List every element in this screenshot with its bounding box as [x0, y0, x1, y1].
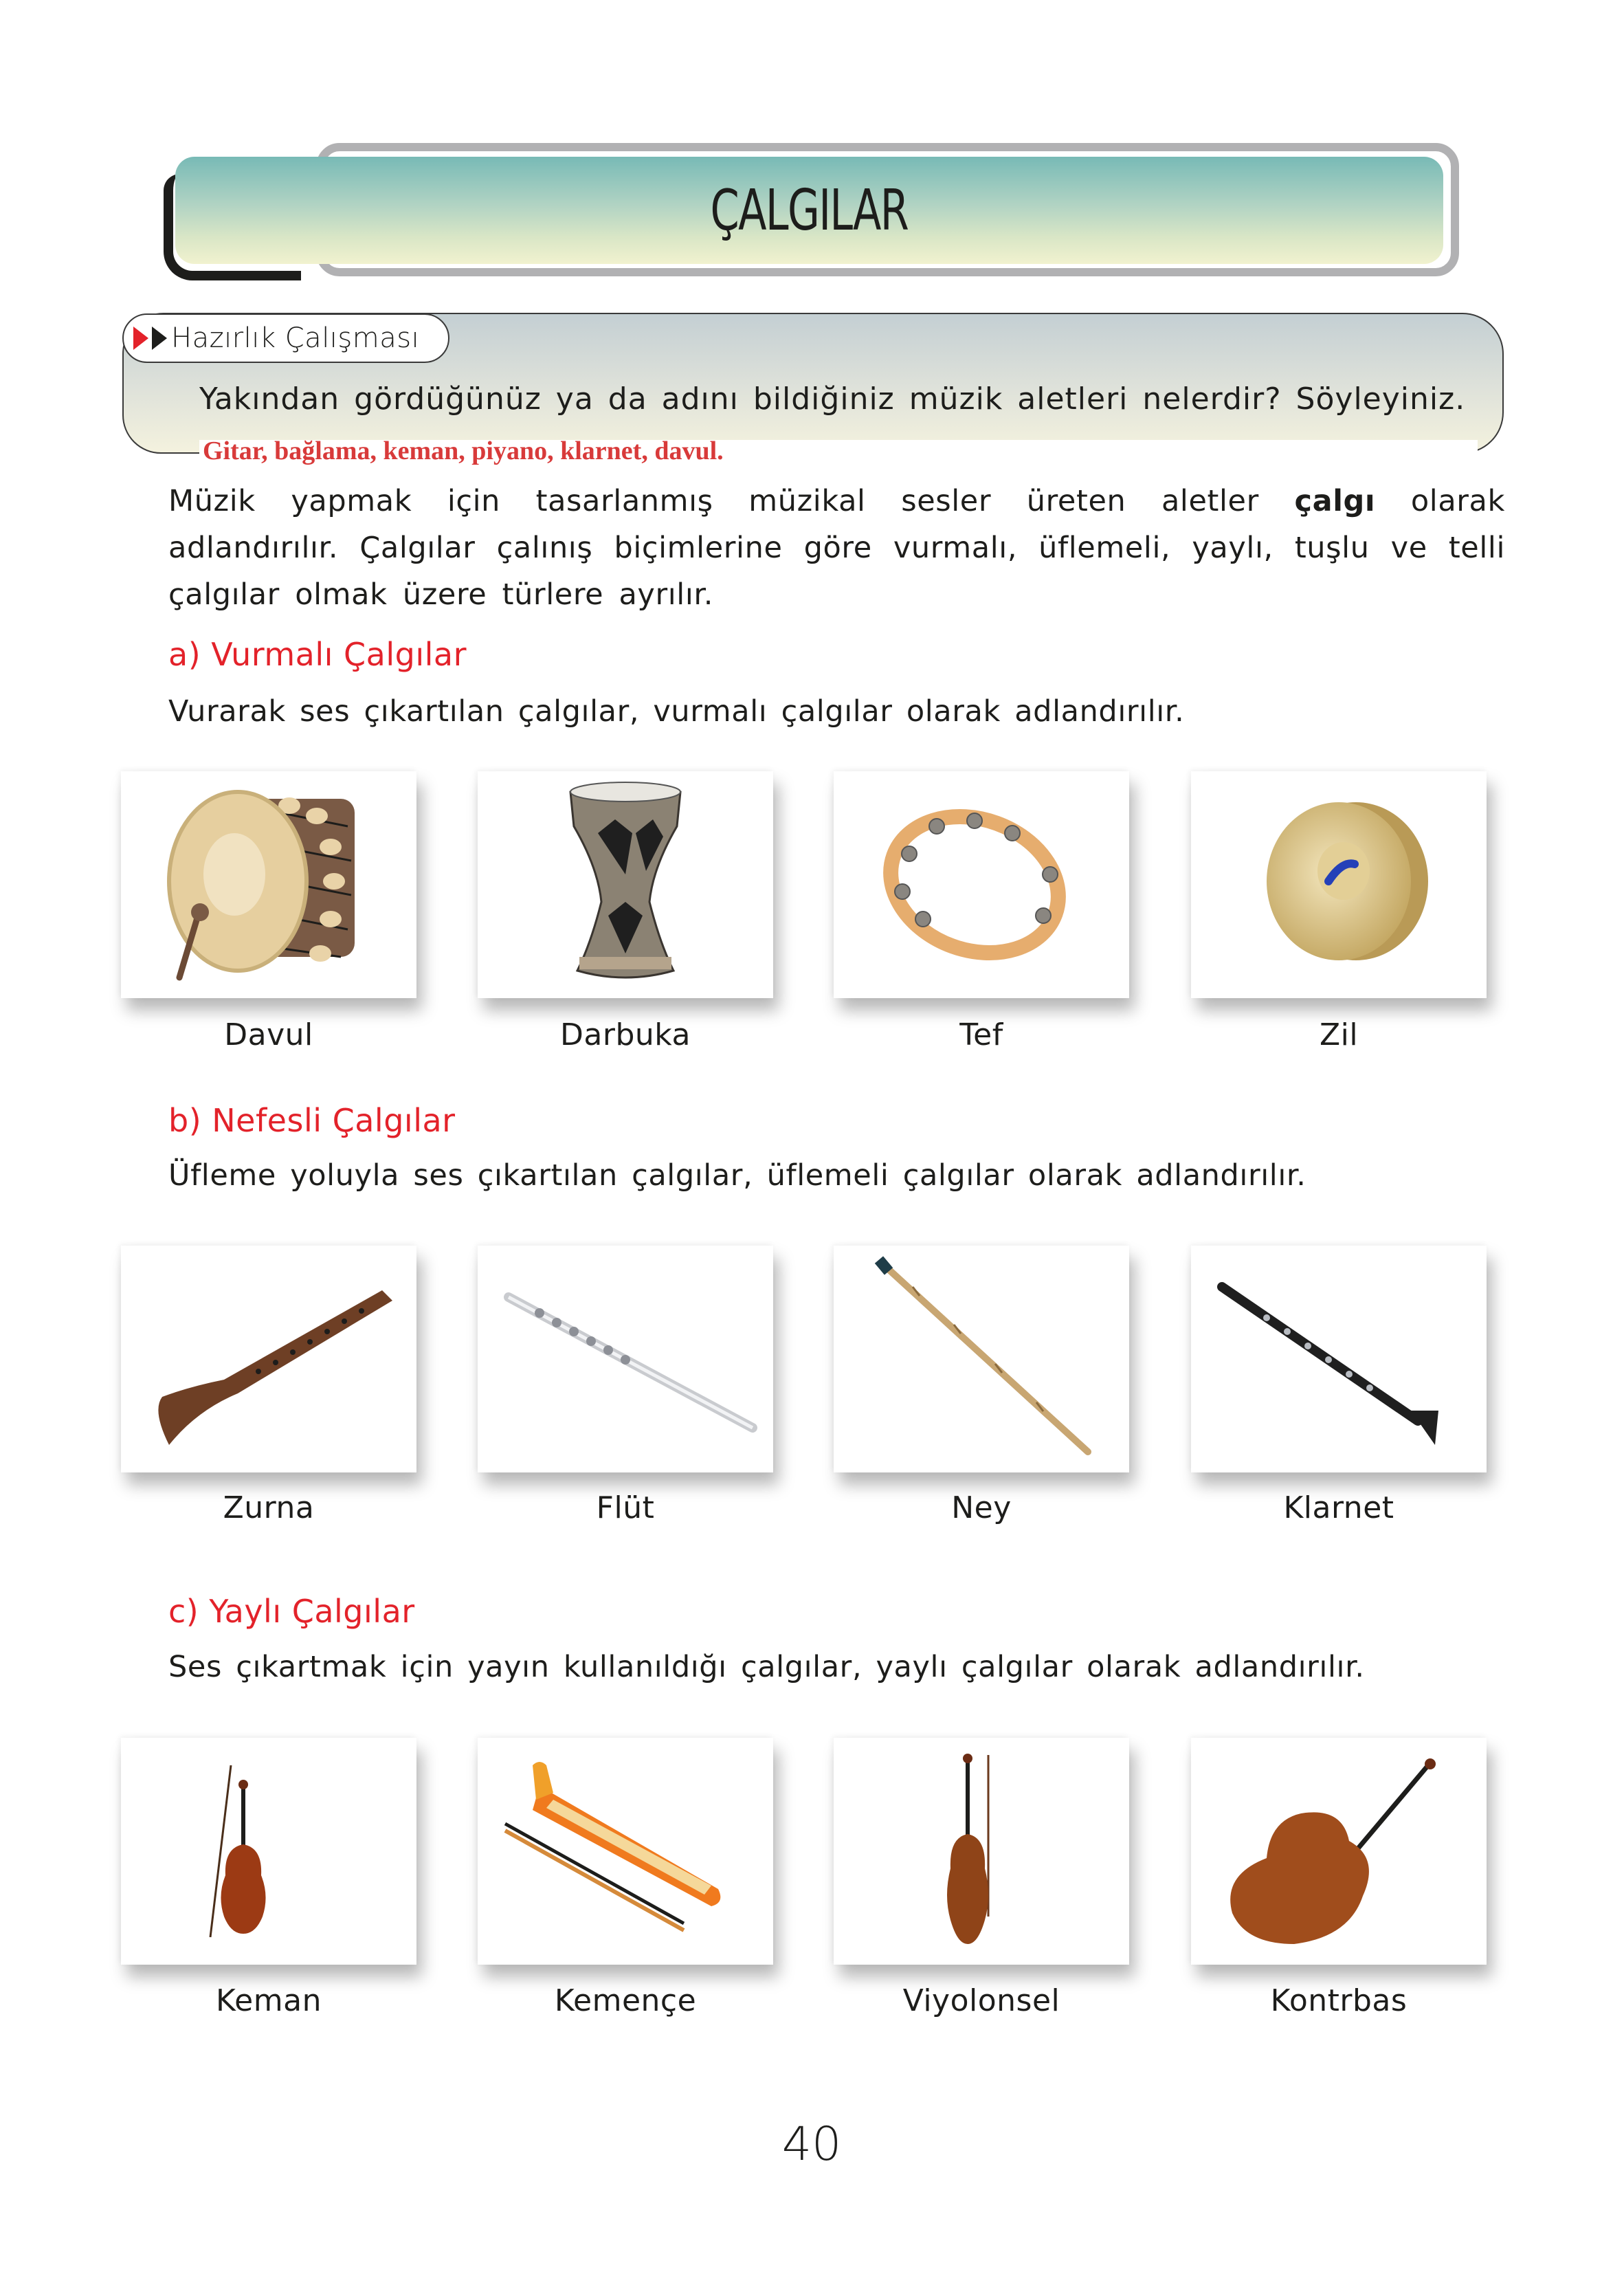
intro-paragraph [168, 478, 1505, 618]
zurna-image [121, 1246, 416, 1472]
caption-viyolonsel: Viyolonsel [902, 1983, 1060, 2018]
tambourine-image [834, 771, 1129, 998]
davul-drum-image [121, 771, 416, 998]
caption-kemence: Kemençe [554, 1983, 697, 2018]
page-number: 40 [781, 2117, 842, 2172]
card-keman [121, 1738, 416, 1965]
double-bass-image [1191, 1738, 1487, 1965]
darbuka-image [478, 771, 773, 998]
prep-question: Yakından gördüğünüz ya da adını bildiğiniz müzik aletleri nelerdir? Söyleyiniz. [199, 382, 1466, 417]
flute-image [478, 1246, 773, 1472]
caption-tef: Tef [959, 1017, 1003, 1052]
kemence-image [478, 1738, 773, 1965]
prep-answer: Gitar, bağlama, keman, piyano, klarnet, davul. [203, 437, 724, 465]
card-zurna [121, 1246, 416, 1472]
caption-flut: Flüt [596, 1490, 655, 1525]
card-davul [121, 771, 416, 998]
card-flut [478, 1246, 773, 1472]
section-desc-vurmali: Vurarak ses çıkartılan çalgılar, vurmalı çalgılar olarak adlandırılır. [168, 694, 1185, 729]
card-kontrbas [1191, 1738, 1487, 1965]
caption-darbuka: Darbuka [560, 1017, 691, 1052]
card-kemence [478, 1738, 773, 1965]
prep-label: Hazırlık Çalışması [171, 322, 420, 354]
caption-zil: Zil [1319, 1017, 1359, 1052]
red-arrow-icon [133, 327, 148, 350]
cymbals-image [1191, 771, 1487, 998]
page-title: ÇALGILAR [710, 177, 909, 243]
section-title-yayli: c) Yaylı Çalgılar [168, 1593, 415, 1630]
caption-kontrbas: Kontrbas [1270, 1983, 1408, 2018]
cello-image [834, 1738, 1129, 1965]
intro-bold-term: çalgı [1294, 484, 1376, 518]
section-title-vurmali: a) Vurmalı Çalgılar [168, 636, 467, 673]
intro-text-1: Müzik yapmak için tasarlanmış müzikal sesler üreten aletler [168, 484, 1295, 518]
caption-zurna: Zurna [223, 1490, 315, 1525]
caption-davul: Davul [224, 1017, 313, 1052]
section-title-nefesli: b) Nefesli Çalgılar [168, 1102, 456, 1139]
card-zil [1191, 771, 1487, 998]
card-ney [834, 1246, 1129, 1472]
prep-label-pill [122, 313, 449, 363]
title-banner [175, 157, 1443, 264]
card-viyolonsel [834, 1738, 1129, 1965]
caption-klarnet: Klarnet [1283, 1490, 1394, 1525]
section-desc-nefesli: Üfleme yoluyla ses çıkartılan çalgılar, üflemeli çalgılar olarak adlandırılır. [168, 1158, 1306, 1193]
card-tef [834, 771, 1129, 998]
caption-keman: Keman [216, 1983, 322, 2018]
card-darbuka [478, 771, 773, 998]
intro-text-2: olarak adlandırılır. Çalgılar çalınış biçimlerine göre vurmalı, üflemeli, yaylı, tuşlu ve telli çalgılar olmak üzere türlere ayrılır. [168, 484, 1505, 612]
caption-ney: Ney [951, 1490, 1012, 1525]
black-arrow-icon [152, 327, 167, 350]
violin-image [121, 1738, 416, 1965]
clarinet-image [1191, 1246, 1487, 1472]
ney-image [834, 1246, 1129, 1472]
section-desc-yayli: Ses çıkartmak için yayın kullanıldığı çalgılar, yaylı çalgılar olarak adlandırılır. [168, 1650, 1365, 1684]
card-klarnet [1191, 1246, 1487, 1472]
